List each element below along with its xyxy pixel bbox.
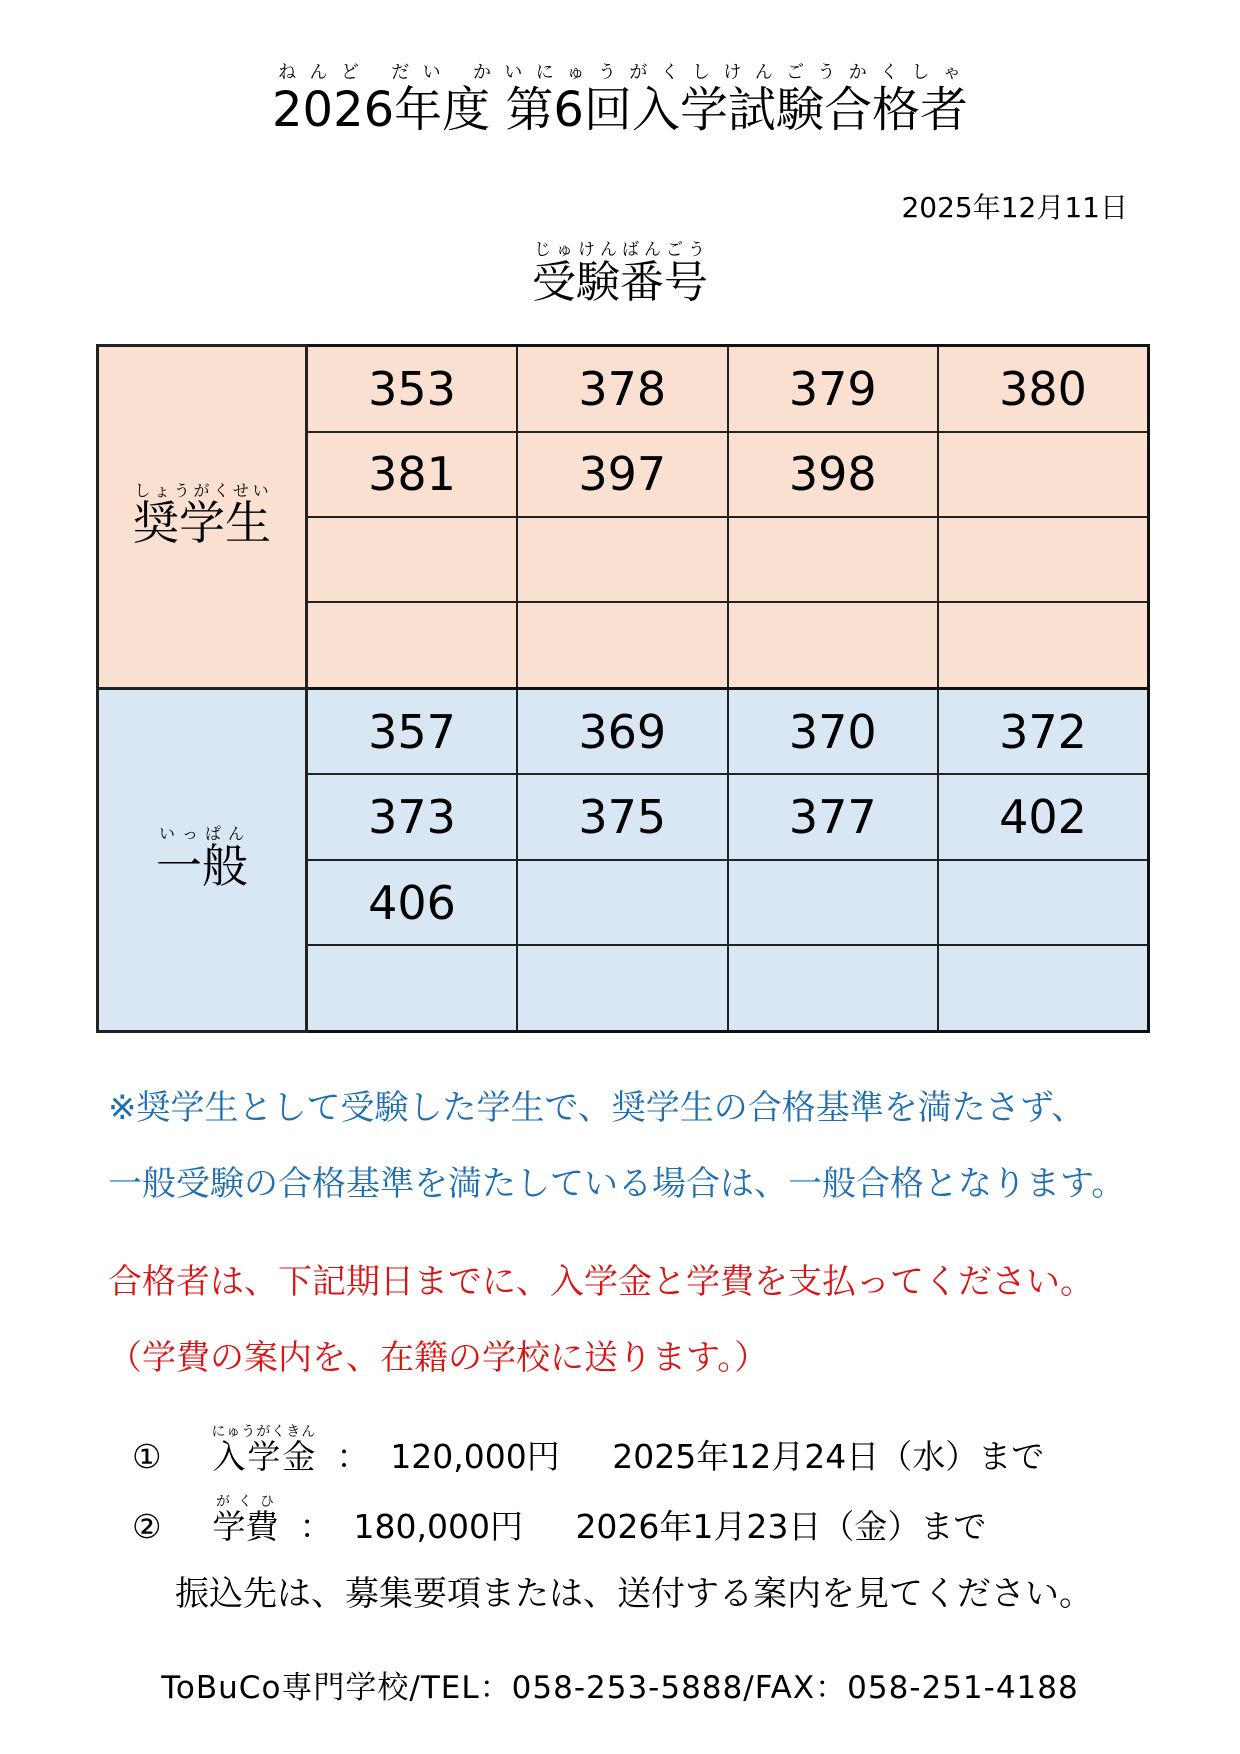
exam-number-cell: 353 xyxy=(307,346,518,432)
exam-number-cell xyxy=(938,432,1149,517)
subtitle-ruby: じゅけんばんごう xyxy=(532,240,708,260)
payment-deadline: 2026年1月23日（金）まで xyxy=(575,1507,987,1546)
exam-number-cell: 406 xyxy=(307,860,518,945)
exam-number-cell xyxy=(517,860,728,945)
payment-item-label: 学費 xyxy=(212,1507,279,1546)
exam-number-cell: 372 xyxy=(938,688,1149,774)
title-text: 2026年度 第6回入学試験合格者 xyxy=(272,82,968,138)
exam-number-cell xyxy=(938,602,1149,688)
payment-marker: ② xyxy=(132,1507,162,1546)
scholarship-note-line1: ※奨学生として受験した学生で、奨学生の合格基準を満たさず、 xyxy=(108,1088,1086,1128)
page-title xyxy=(0,62,1240,140)
exam-number-cell xyxy=(307,945,518,1031)
exam-number-cell xyxy=(938,945,1149,1031)
exam-number-cell: 375 xyxy=(517,774,728,859)
footer-contact: ToBuCo専門学校/TEL：058-253-5888/FAX：058-251-4188 xyxy=(161,1670,1079,1706)
exam-number-cell xyxy=(517,602,728,688)
scholarship-label-ruby: しょうがくせい xyxy=(133,480,271,500)
general-label xyxy=(98,688,307,1031)
exam-number-cell: 370 xyxy=(728,688,939,774)
exam-number-cell xyxy=(517,517,728,602)
exam-number-cell xyxy=(728,945,939,1031)
exam-number-cell xyxy=(728,860,939,945)
exam-number-cell: 402 xyxy=(938,774,1149,859)
exam-number-cell xyxy=(307,602,518,688)
exam-number-cell: 380 xyxy=(938,346,1149,432)
exam-number-cell xyxy=(938,517,1149,602)
scholarship-label xyxy=(98,346,307,689)
exam-number-cell: 369 xyxy=(517,688,728,774)
exam-number-cell: 381 xyxy=(307,432,518,517)
transfer-note: 振込先は、募集要項または、送付する案内を見てください。 xyxy=(175,1574,1093,1614)
payment-item-ruby: がくひ xyxy=(212,1494,279,1510)
scholarship-note-line2: 一般受験の合格基準を満たしている場合は、一般合格となります。 xyxy=(108,1164,1126,1204)
payment-amount: 180,000円 xyxy=(353,1507,523,1546)
exam-number-cell: 379 xyxy=(728,346,939,432)
exam-number-cell xyxy=(938,860,1149,945)
payment-amount: 120,000円 xyxy=(390,1437,560,1476)
exam-number-cell: 357 xyxy=(307,688,518,774)
announcement-date: 2025年12月11日 xyxy=(901,191,1128,224)
payment-deadline: 2025年12月24日（水）まで xyxy=(612,1437,1045,1476)
exam-number-cell xyxy=(517,945,728,1031)
title-ruby: ねんど だい かいにゅうがくしけんごうかくしゃ xyxy=(272,62,968,83)
exam-number-cell: 378 xyxy=(517,346,728,432)
exam-number-cell: 398 xyxy=(728,432,939,517)
subtitle-text: 受験番号 xyxy=(532,257,708,308)
results-table xyxy=(96,344,1150,1033)
exam-number-cell: 373 xyxy=(307,774,518,859)
table-row xyxy=(98,346,1149,432)
general-label-ruby: いっぱん xyxy=(156,823,248,843)
exam-number-cell xyxy=(728,602,939,688)
payment-item-ruby: にゅうがくきん xyxy=(211,1424,317,1440)
payment-item-entrance-fee: ① 入学金にゅうがくきん ： 120,000円 2025年12月24日（水）まで xyxy=(132,1424,1045,1476)
payment-note-line2: （学費の案内を、在籍の学校に送ります。） xyxy=(108,1338,769,1378)
payment-note-line1: 合格者は、下記期日までに、入学金と学費を支払ってください。 xyxy=(108,1262,1094,1302)
scholarship-label-text: 奨学生 xyxy=(133,495,271,550)
payment-item-tuition: ② 学費がくひ ： 180,000円 2026年1月23日（金）まで xyxy=(132,1494,987,1546)
table-row xyxy=(98,688,1149,774)
payment-item-label: 入学金 xyxy=(211,1437,317,1476)
exam-number-cell xyxy=(307,517,518,602)
exam-number-cell xyxy=(728,517,939,602)
exam-number-cell: 397 xyxy=(517,432,728,517)
payment-marker: ① xyxy=(132,1437,162,1476)
exam-number-heading xyxy=(0,240,1240,310)
exam-number-cell: 377 xyxy=(728,774,939,859)
general-label-text: 一般 xyxy=(156,838,248,893)
